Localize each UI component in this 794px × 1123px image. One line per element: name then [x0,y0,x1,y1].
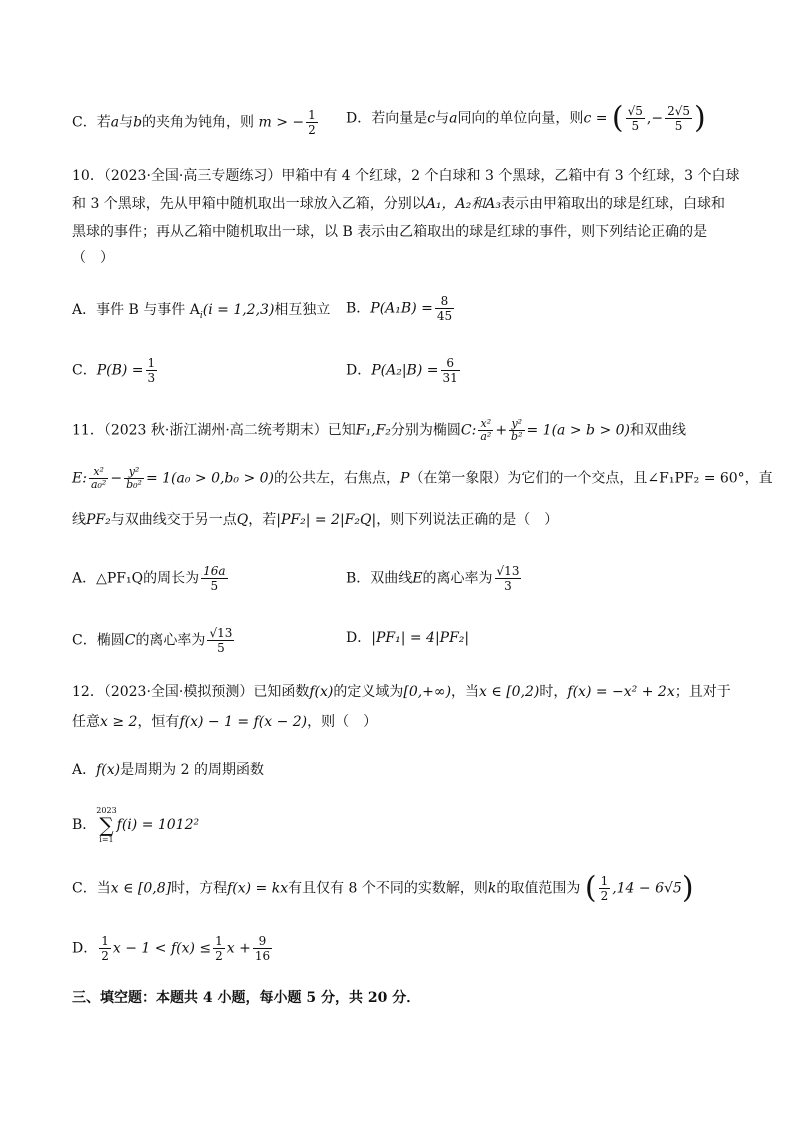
text: 与 [435,110,450,127]
text: 与 [119,114,134,131]
q10-stem-line2: 和 3 个黑球，先从甲箱中随机取出一球放入乙箱，分别以A₁，A₂和A₃表示由甲箱取出的球是红球，白球和 [72,196,725,212]
fraction: $\frac{\text{y²}}{\text{b²}}$ [511,417,523,443]
q11-stem-line2: E: $\frac{\text{x²}}{\text{a₀²}}$ − $\frac{\text{y²}}{\text{b₀²}}$ = 1(a₀ > 0,b₀ > 0)的公共左，右焦点，P（在第一象限）为它们的一个交点，且∠F₁PF₂ = 60°，直 [72,465,773,491]
fraction: $\frac{\text{x²}}{\text{a₀²}}$ [90,465,107,491]
fraction: $\frac{16a}{5}$ [203,564,226,593]
q10-stem-line1: 10．（2023·全国·高三专题练习）甲箱中有 4 个红球，2 个白球和 3 个黑球，乙箱中有 3 个红球，3 个白球 [72,168,740,184]
section-heading-fill-in: 三、填空题：本题共 4 小题，每小题 5 分，共 20 分． [72,990,421,1006]
summation: 2023 ∑ i=1 [96,806,117,844]
vector-b: b [133,114,143,131]
q11-option-b: B．双曲线E的离心率为 $\frac{√13}{3}$ [346,564,520,593]
q11-stem-line1: 11．（2023 秋·浙江湖州·高二统考期末）已知F₁,F₂分别为椭圆C: $\frac{\text{x²}}{\text{a²}}$ + $\frac{\text{y²}}{\text{b²}}$ = 1(a > b > 0)和双曲线 [72,417,686,443]
text: 同向的单位向量，则 [457,110,584,127]
q12-option-c: C．当x ∈ [0,8]时，方程f(x) = kx有且仅有 8 个不同的实数解，则k的取值范围为 ( $\frac{1}{2}$ ,14 − 6√5) [72,870,694,906]
option-label: C．若 [72,114,111,131]
option-label: D．若向量是 [346,110,428,127]
q11-option-c: C．椭圆C的离心率为 $\frac{√13}{5}$ [72,626,233,655]
q12-option-b: B． 2023 ∑ i=1 f(i) = 1012² [72,806,200,844]
q12-stem-line2: 任意x ≥ 2，恒有f(x) − 1 = f(x − 2)，则（ ） [72,714,378,730]
fraction: $\frac{1}{2}$ [215,934,223,963]
text: 的夹角为钝角，则 [142,114,255,131]
fraction: $\frac{1}{2}$ [101,934,109,963]
q10-option-c: C．P(B) = $\frac{1}{3}$ [72,356,156,385]
fraction: $\frac{\text{x²}}{\text{a²}}$ [480,417,492,443]
right-paren: ) [681,870,694,906]
vector-a: a [449,110,458,127]
left-paren: ( [584,870,597,906]
q11-option-d: D．|PF₁| = 4|PF₂| [346,630,470,646]
fraction: $\frac{9}{16}$ [254,934,271,963]
q9-option-d: D．若向量是c与a同向的单位向量，则c = ( $\frac{√5}{5}$ ,− $\frac{2√5}{5}$ ) [346,100,706,136]
fraction: $\frac{2√5}{5}$ [667,104,691,133]
vector-c-eq: c = [583,110,608,127]
fraction: $\frac{√5}{5}$ [627,104,643,133]
fraction: $\frac{\text{y²}}{\text{b₀²}}$ [126,465,142,491]
q9-option-c [72,108,320,137]
fraction: $\frac{8}{45}$ [436,294,453,323]
q10-option-a: A．事件 B 与事件 $A_i(i = 1,2,3)$相互独立 [72,302,331,321]
q10-option-b: B．P(A₁B) = $\frac{8}{45}$ [346,294,453,323]
q10-stem-line3: 黑球的事件；再从乙箱中随机取出一球，以 B 表示由乙箱取出的球是红球的事件，则下列结论正确的是 [72,224,708,240]
fraction: $\frac{1}{2}$ [308,108,316,137]
vector-c: c [427,110,436,127]
q10-option-d: D．P(A₂|B) = $\frac{6}{31}$ [346,356,458,385]
condition: m > − [258,114,305,131]
fraction: $\frac{6}{31}$ [442,356,458,385]
vector-a: a [110,114,120,131]
q12-option-a: A．f(x)是周期为 2 的周期函数 [72,762,264,778]
fraction: $\frac{1}{2}$ [600,874,609,903]
q10-stem-line4: （ ） [72,250,114,266]
right-paren: ) [694,100,706,136]
fraction: $\frac{√13}{3}$ [496,564,520,593]
q11-stem-line3: 线PF₂与双曲线交于另一点Q，若|PF₂| = 2|F₂Q|，则下列说法正确的是（ ） [72,512,559,528]
left-paren: ( [611,100,624,136]
fraction: $\frac{√13}{5}$ [209,626,233,655]
q12-stem-line1: 12．（2023·全国·模拟预测）已知函数f(x)的定义域为[0,+∞)，当x ∈ [0,2)时，f(x) = −x² + 2x；且对于 [72,684,731,700]
fraction: $\frac{1}{3}$ [147,356,156,385]
q11-option-a: A．△PF₁Q的周长为 $\frac{16a}{5}$ [72,564,226,593]
q12-option-d: D． $\frac{1}{2}$ x − 1 < f(x) ≤ $\frac{1}{2}$ x + $\frac{9}{16}$ [72,934,271,963]
